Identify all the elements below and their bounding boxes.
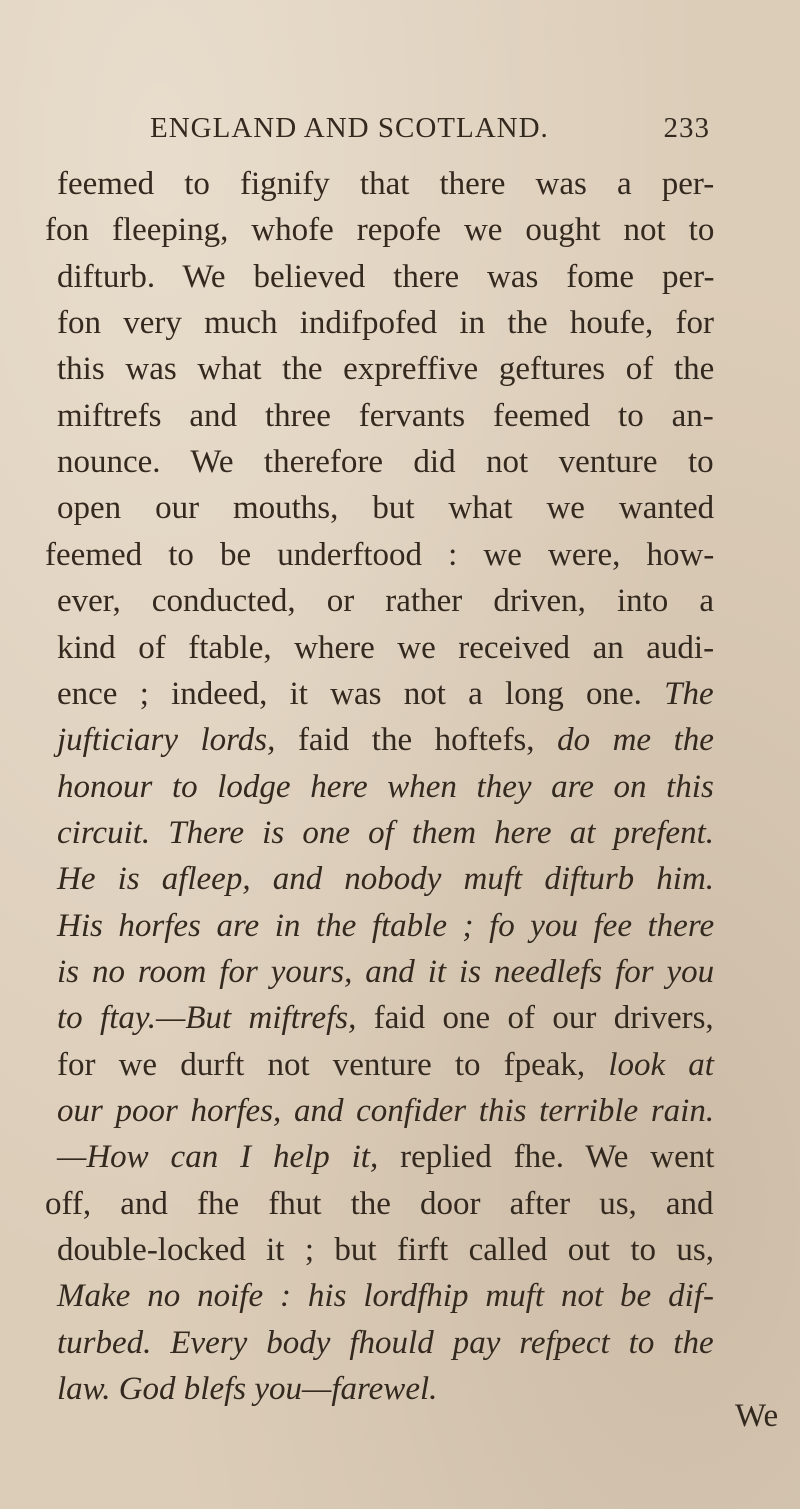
italic-text: jufticiary lords, (57, 722, 276, 759)
text-line (45, 535, 714, 575)
roman-text: off, and fhe fhut the door after us, and (45, 1185, 714, 1222)
italic-text: He is afleep, and nobody muft difturb him. (57, 861, 715, 898)
roman-text: double-locked it ; but firft called out to us, (57, 1232, 714, 1269)
text-line (57, 1276, 714, 1316)
running-head: ENGLAND AND SCOTLAND. (150, 112, 549, 144)
text-line (57, 442, 714, 482)
text-line (57, 1091, 714, 1131)
italic-text: Make no noife : his lordfhip muft not be dif- (57, 1278, 714, 1315)
roman-text: faid the hoftefs, (275, 722, 558, 759)
italic-text: to ftay.—But miftrefs, (57, 1000, 357, 1037)
roman-text: nounce. We therefore did not venture to (57, 444, 714, 481)
text-line (57, 767, 714, 807)
roman-text: difturb. We believed there was fome per- (57, 258, 715, 295)
italic-text: do me the (557, 722, 714, 759)
roman-text: ever, conducted, or rather driven, into a (57, 583, 715, 620)
italic-text: look at (608, 1046, 714, 1083)
roman-text: miftrefs and three fervants feemed to an- (57, 397, 714, 434)
page-header (150, 112, 710, 152)
roman-text: open our mouths, but what we wanted (57, 490, 715, 527)
italic-text: circuit. There is one of them here at prefent. (57, 814, 714, 851)
page-number: 233 (663, 112, 710, 144)
italic-text: —How can I help it, (57, 1139, 379, 1176)
italic-text: The (664, 675, 714, 712)
text-line (57, 581, 714, 621)
text-line (57, 674, 714, 714)
italic-text: law. God blefs you—farewel. (57, 1371, 438, 1408)
roman-text: for we durft not venture to fpeak, (57, 1046, 609, 1083)
text-line (57, 1369, 437, 1409)
italic-text: honour to lodge here when they are on this (57, 768, 714, 805)
italic-text: our poor horfes, and confider this terrible rain. (57, 1093, 715, 1129)
text-line (57, 349, 714, 389)
catchword: We (735, 1398, 779, 1434)
roman-text: ence ; indeed, it was not a long one. (57, 675, 665, 712)
text-line (57, 257, 714, 297)
roman-text: feemed to be underftood : we were, how- (45, 536, 715, 573)
italic-text: His horfes are in the ftable ; fo you fee there (57, 907, 715, 944)
text-line (57, 1323, 714, 1363)
text-line (57, 906, 714, 946)
text-line (57, 720, 714, 760)
roman-text: kind of ftable, where we received an audi- (57, 629, 715, 666)
roman-text: faid one of our drivers, (356, 1000, 714, 1037)
text-line (45, 1184, 714, 1224)
text-line (57, 628, 714, 668)
roman-text: replied fhe. We went (378, 1139, 715, 1176)
roman-text: fon very much indifpofed in the houfe, for (57, 305, 715, 342)
text-line (57, 813, 714, 853)
text-line (57, 303, 714, 343)
roman-text: this was what the expreffive geftures of the (57, 351, 715, 388)
roman-text: fon fleeping, whofe repofe we ought not to (45, 212, 715, 249)
text-line (57, 1137, 714, 1177)
text-line (57, 164, 714, 204)
text-line (57, 1045, 714, 1085)
text-line (45, 210, 714, 250)
italic-text: is no room for yours, and it is needlefs for you (57, 953, 715, 990)
text-line (57, 1230, 714, 1270)
text-line (57, 396, 714, 436)
text-line (57, 859, 714, 899)
roman-text: feemed to fignify that there was a per- (57, 166, 715, 202)
text-line (57, 998, 714, 1038)
text-line (57, 488, 714, 528)
italic-text: turbed. Every body fhould pay refpect to the (57, 1324, 714, 1361)
text-line (57, 952, 714, 992)
